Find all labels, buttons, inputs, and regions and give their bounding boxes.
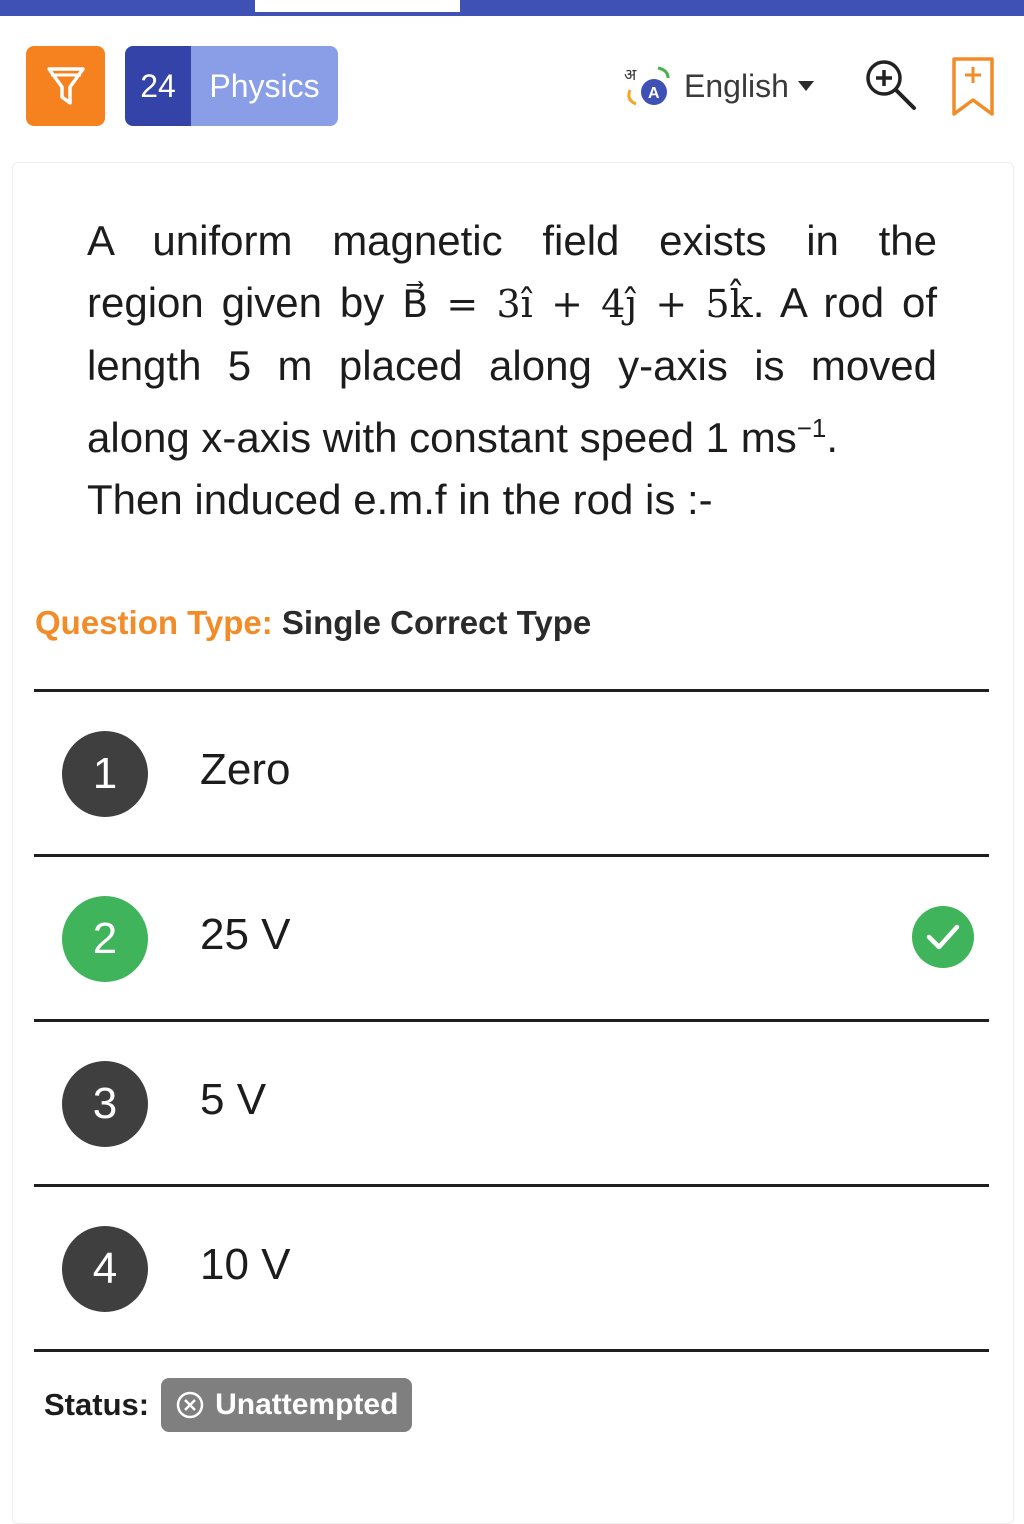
- subject-label: Physics: [191, 46, 338, 126]
- status-badge: [161, 1378, 412, 1432]
- question-line-2-text: region given by: [87, 279, 403, 326]
- question-type-label: Question Type:: [35, 604, 273, 641]
- zoom-in-icon[interactable]: [862, 56, 920, 114]
- option-number: 3: [62, 1061, 148, 1147]
- question-line-4-end: .: [826, 414, 839, 461]
- exponent: −1: [796, 413, 827, 443]
- option-3[interactable]: [34, 1021, 989, 1181]
- filter-button[interactable]: [26, 46, 105, 126]
- language-label: English: [684, 67, 789, 104]
- option-number: 4: [62, 1226, 148, 1312]
- top-bar-tab[interactable]: [255, 0, 460, 12]
- question-line-3: length 5 m placed along y-axis is moved: [87, 342, 937, 389]
- bookmark-add-icon[interactable]: [951, 56, 995, 118]
- question-line-5: Then induced e.m.f in the rod is :-: [87, 476, 713, 523]
- translate-icon: [620, 60, 676, 112]
- magnetic-field-equation: B⃗ = 3î + 4ĵ + 5k̂: [402, 282, 753, 326]
- correct-answer-check-icon: [912, 906, 974, 968]
- status-value: Unattempted: [215, 1388, 399, 1421]
- question-line-2-end: . A rod of: [752, 279, 937, 326]
- question-type: [35, 604, 591, 642]
- option-number: 2: [62, 896, 148, 982]
- question-text: [87, 210, 937, 531]
- question-line-4: [87, 397, 937, 469]
- status-row: [44, 1378, 412, 1432]
- question-line-1: A uniform magnetic field exists in the: [87, 217, 937, 264]
- option-text: 5 V: [200, 1075, 267, 1124]
- option-4[interactable]: [34, 1186, 989, 1346]
- divider: [34, 1349, 989, 1352]
- question-line-2: [87, 272, 937, 335]
- question-line-4-text: along x-axis with constant speed 1 ms: [87, 414, 797, 461]
- caret-down-icon: [797, 80, 815, 92]
- question-number: 24: [125, 46, 191, 126]
- svg-text:अ: अ: [624, 65, 637, 84]
- option-2[interactable]: [34, 856, 989, 1016]
- option-text: Zero: [200, 745, 291, 794]
- option-number: 1: [62, 731, 148, 817]
- question-type-value: Single Correct Type: [281, 604, 592, 641]
- option-text: 25 V: [200, 910, 291, 959]
- question-badge: [125, 46, 338, 126]
- option-1[interactable]: [34, 691, 989, 851]
- language-selector[interactable]: [620, 58, 815, 114]
- svg-text:A: A: [648, 85, 660, 102]
- status-label: Status:: [44, 1387, 150, 1422]
- top-bar: [0, 0, 1024, 16]
- option-text: 10 V: [200, 1240, 291, 1289]
- unattempted-icon: [175, 1390, 205, 1420]
- filter-icon: [45, 63, 87, 109]
